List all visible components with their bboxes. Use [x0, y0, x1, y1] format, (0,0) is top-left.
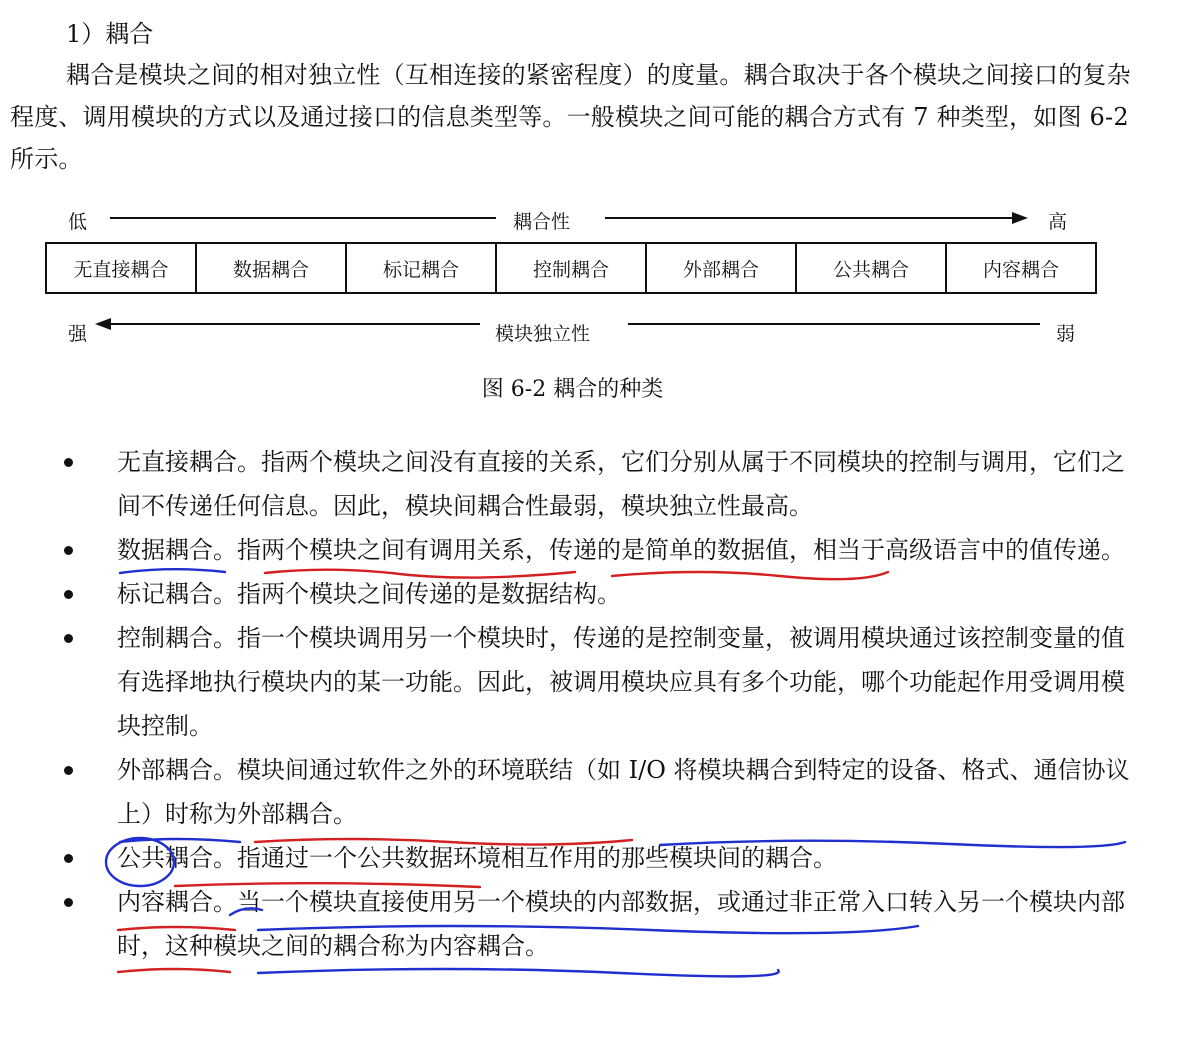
bullet-dot	[64, 898, 73, 907]
item-text: 指两个模块之间没有直接的关系，它们分别从属于不同模块的控制与调用，它们之间不传递任何信息。因此，模块间耦合性最弱，模块独立性最高。	[117, 448, 1125, 520]
type-cell: 数据耦合	[197, 244, 347, 292]
item-text: 指两个模块之间传递的是数据结构。	[237, 580, 621, 608]
label-independence: 模块独立性	[495, 323, 591, 345]
item-text: 模块间通过软件之外的环境联结（如 I/O 将模块耦合到特定的设备、格式、通信协议上）时称为外部耦合。	[117, 756, 1130, 828]
bullet-dot	[64, 458, 73, 467]
bullet-dot	[64, 634, 73, 643]
type-cell: 无直接耦合	[47, 244, 197, 292]
label-low: 低	[68, 211, 88, 233]
type-cell: 公共耦合	[797, 244, 947, 292]
bullet-dot	[64, 546, 73, 555]
left-arrowhead	[95, 318, 111, 330]
item-term: 标记耦合。	[117, 580, 237, 608]
coupling-types-row	[45, 242, 1097, 294]
type-cell: 控制耦合	[497, 244, 647, 292]
bullet-dot	[64, 766, 73, 775]
list-item	[60, 880, 1140, 968]
item-term: 数据耦合。	[117, 536, 237, 564]
label-weak: 弱	[1056, 323, 1076, 345]
item-text: 指一个模块调用另一个模块时，传递的是控制变量，被调用模块通过该控制变量的值有选择地执行模块内的某一功能。因此，被调用模块应具有多个功能，哪个功能起作用受调用模块控制。	[117, 624, 1125, 740]
item-term: 外部耦合。	[117, 756, 237, 784]
label-strong: 强	[68, 323, 88, 345]
blue-underline	[258, 969, 779, 976]
bullet-list	[60, 440, 1140, 968]
list-item	[60, 440, 1140, 528]
right-arrowhead	[1012, 212, 1028, 224]
label-high: 高	[1048, 211, 1068, 233]
list-item	[60, 572, 1140, 616]
intro-paragraph: 耦合是模块之间的相对独立性（互相连接的紧密程度）的度量。耦合取决于各个模块之间接口的复杂程度、调用模块的方式以及通过接口的信息类型等。一般模块之间可能的耦合方式有 7 种类型，如图 6-2 所示。	[10, 61, 1131, 173]
item-term: 公共耦合。	[117, 844, 237, 872]
type-cell: 外部耦合	[647, 244, 797, 292]
section-title: 1）耦合	[66, 20, 154, 48]
red-underline	[118, 969, 230, 972]
coupling-diagram	[0, 195, 1199, 355]
item-text: 指两个模块之间有调用关系，传递的是简单的数据值，相当于高级语言中的值传递。	[237, 536, 1125, 564]
figure-caption: 图 6-2 耦合的种类	[481, 377, 664, 402]
bullet-dot	[64, 590, 73, 599]
item-term: 控制耦合。	[117, 624, 237, 652]
item-term: 无直接耦合。	[117, 448, 261, 476]
list-item	[60, 616, 1140, 748]
list-item	[60, 748, 1140, 836]
type-cell: 标记耦合	[347, 244, 497, 292]
bullet-dot	[64, 854, 73, 863]
list-item	[60, 836, 1140, 880]
list-item	[60, 528, 1140, 572]
item-text: 当一个模块直接使用另一个模块的内部数据，或通过非正常入口转入另一个模块内部时，这种模块之间的耦合称为内容耦合。	[117, 888, 1125, 960]
type-cell: 内容耦合	[982, 258, 1059, 281]
item-term: 内容耦合。	[117, 888, 237, 916]
item-text: 指通过一个公共数据环境相互作用的那些模块间的耦合。	[237, 844, 837, 872]
label-coupling: 耦合性	[513, 211, 571, 233]
